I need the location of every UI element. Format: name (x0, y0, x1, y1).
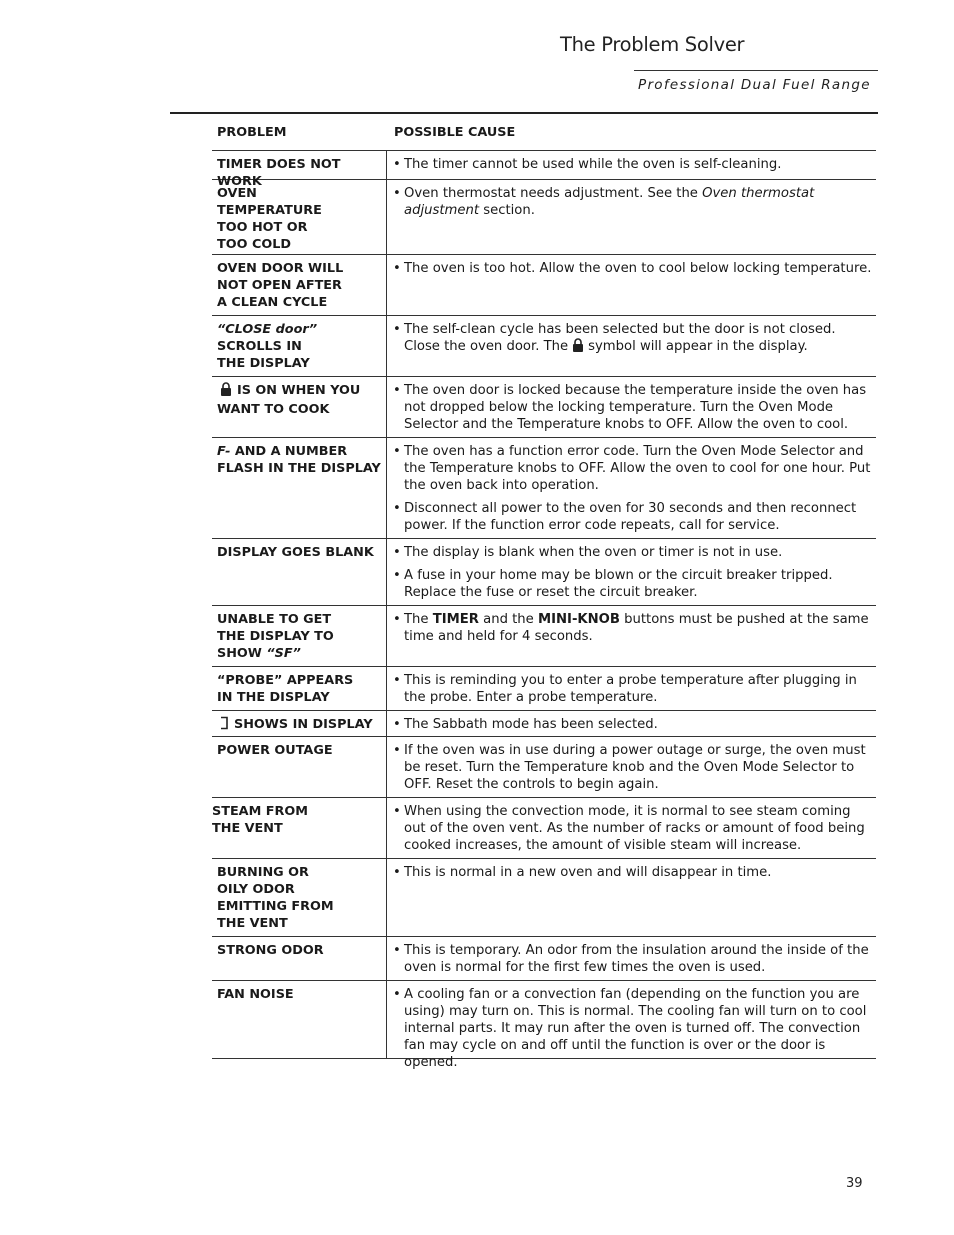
cause-cell (387, 377, 876, 437)
cause-cell (387, 737, 876, 797)
table-row (212, 255, 876, 316)
problem-cell: TIMER DOES NOT WORK (212, 151, 387, 179)
page-number: 39 (846, 1176, 863, 1191)
problem-cell: “CLOSE door” SCROLLS IN THE DISPLAY (212, 316, 387, 376)
table-row (212, 981, 876, 1070)
column-header-cause: POSSIBLE CAUSE (394, 125, 516, 140)
cause-cell (387, 859, 876, 936)
table-row (212, 859, 876, 937)
cross-reference: Oven thermostat adjustment (404, 186, 815, 218)
cause-item: • This is temporary. An odor from the insulation around the inside of the oven is normal for the first few times the oven is used. (393, 943, 869, 975)
problem-cell: OVEN TEMPERATURE TOO HOT OR TOO COLD (212, 180, 387, 254)
cause-cell (387, 438, 876, 538)
cause-item: • The timer cannot be used while the oven is self-cleaning. (393, 157, 782, 172)
cause-cell (387, 180, 876, 254)
table-row (212, 667, 876, 711)
table-row (212, 937, 876, 981)
cause-item: • Disconnect all power to the oven for 30 seconds and then reconnect power. If the function error code repeats, call for service. (393, 501, 857, 533)
problem-cell: OVEN DOOR WILL NOT OPEN AFTER A CLEAN CYCLE (212, 255, 387, 315)
table-row (212, 316, 876, 377)
cause-cell (387, 151, 876, 179)
table-row (212, 737, 876, 798)
table-header (212, 124, 876, 151)
cause-cell (387, 981, 876, 1070)
column-header-problem: PROBLEM (217, 125, 287, 140)
problem-solver-table (212, 124, 876, 1070)
page-subtitle: Professional Dual Fuel Range (638, 77, 871, 93)
cause-item: • The oven is too hot. Allow the oven to cool below locking temperature. (393, 261, 872, 276)
table-row (212, 377, 876, 438)
cause-item: • The display is blank when the oven or timer is not in use. (393, 545, 783, 560)
problem-cell: “PROBE” APPEARS IN THE DISPLAY (212, 667, 387, 710)
cause-cell (387, 255, 876, 315)
cause-cell (387, 667, 876, 710)
cause-item: • This is normal in a new oven and will disappear in time. (393, 865, 772, 880)
problem-cell: UNABLE TO GET THE DISPLAY TO SHOW “SF” (212, 606, 387, 666)
lock-icon (220, 382, 232, 401)
sabbath-mode-icon (220, 716, 229, 735)
cause-item: • Oven thermostat needs adjustment. See the Oven thermostat adjustment section. (393, 186, 815, 218)
lock-icon (572, 338, 584, 357)
cause-item: • A fuse in your home may be blown or the circuit breaker tripped. Replace the fuse or reset the circuit breaker. (393, 568, 833, 600)
problem-cell: STRONG ODOR (212, 937, 387, 980)
table-row (212, 151, 876, 189)
cause-item: • A cooling fan or a convection fan (depending on the function you are using) may turn on. This is normal. The cooling fan will turn on to cool internal parts. It may run after the oven is turned off. The convection fan may cycle on and off until the function is over or the door is opened. (393, 987, 867, 1070)
problem-cell: POWER OUTAGE (212, 737, 387, 797)
problem-cell: FAN NOISE (212, 981, 387, 1058)
table-row (212, 539, 876, 606)
problem-cell: IS ON WHEN YOU WANT TO COOK (212, 377, 387, 437)
cause-cell (387, 316, 876, 376)
subtitle-rule (634, 70, 878, 71)
table-row (212, 711, 876, 737)
cause-cell (387, 711, 876, 736)
problem-cell: F- AND A NUMBER FLASH IN THE DISPLAY (212, 438, 387, 538)
problem-cell: DISPLAY GOES BLANK (212, 539, 387, 605)
cause-item: • The TIMER and the MINI-KNOB buttons must be pushed at the same time and held for 4 seconds. (393, 612, 869, 644)
cause-cell (387, 606, 876, 666)
cause-item: • When using the convection mode, it is normal to see steam coming out of the oven vent. As the number of racks or amount of food being cooked increases, the amount of visible steam will increase. (393, 804, 865, 853)
header-rule (170, 112, 878, 114)
cause-item: • The Sabbath mode has been selected. (393, 717, 658, 732)
cause-cell (387, 798, 876, 858)
cause-item: • The oven has a function error code. Turn the Oven Mode Selector and the Temperature knobs to OFF. Allow the oven to cool for one hour. Put the oven back into operation. (393, 444, 871, 493)
cause-item: • The oven door is locked because the temperature inside the oven has not dropped below the locking temperature. Turn the Oven Mode Selector and the Temperature knobs to OFF. Allow the oven to cool. (393, 383, 867, 432)
table-row (212, 606, 876, 667)
problem-cell: STEAM FROM THE VENT (212, 798, 387, 858)
problem-cell: SHOWS IN DISPLAY (212, 711, 387, 736)
page-title: The Problem Solver (560, 33, 745, 56)
cause-item: • If the oven was in use during a power outage or surge, the oven must be reset. Turn the Temperature knob and the Oven Mode Selector to OFF. Reset the controls to begin again. (393, 743, 866, 792)
problem-cell: BURNING OR OILY ODOR EMITTING FROM THE VENT (212, 859, 387, 936)
table-row (212, 438, 876, 539)
table-row (212, 180, 876, 255)
table-row (212, 798, 876, 859)
cause-cell (387, 539, 876, 605)
cause-cell (387, 937, 876, 980)
cause-item: • This is reminding you to enter a probe temperature after plugging in the probe. Enter a probe temperature. (393, 673, 857, 705)
cause-item: • The self-clean cycle has been selected but the door is not closed. Close the oven door. The symbol will appear in the display. (393, 321, 876, 357)
